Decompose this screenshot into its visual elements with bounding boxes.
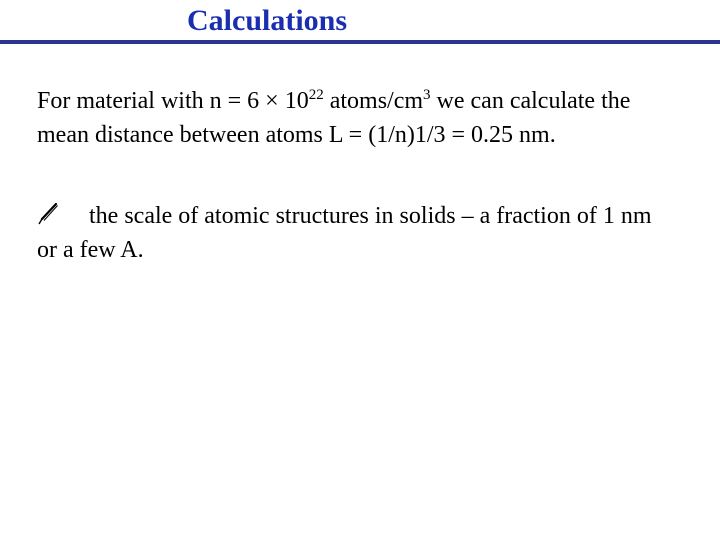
p2-text: the scale of atomic structures in solids – a fraction of 1 nm or a few A. xyxy=(37,203,652,263)
paragraph-density xyxy=(37,84,677,152)
p1-text-end: we can calculate the mean distance between atoms L = (1/n)1/3 = 0.25 nm. xyxy=(37,88,631,148)
pencil-icon xyxy=(37,201,59,223)
slide-title: Calculations xyxy=(187,4,348,37)
p1-text-start: For material with n = 6 × 10 xyxy=(37,88,309,114)
p1-exponent-22: 22 xyxy=(308,87,324,103)
p1-text-units: atoms/cm xyxy=(323,88,424,114)
p1-exponent-3: 3 xyxy=(423,87,431,103)
paragraph-scale xyxy=(37,199,677,267)
title-underline xyxy=(0,40,720,44)
